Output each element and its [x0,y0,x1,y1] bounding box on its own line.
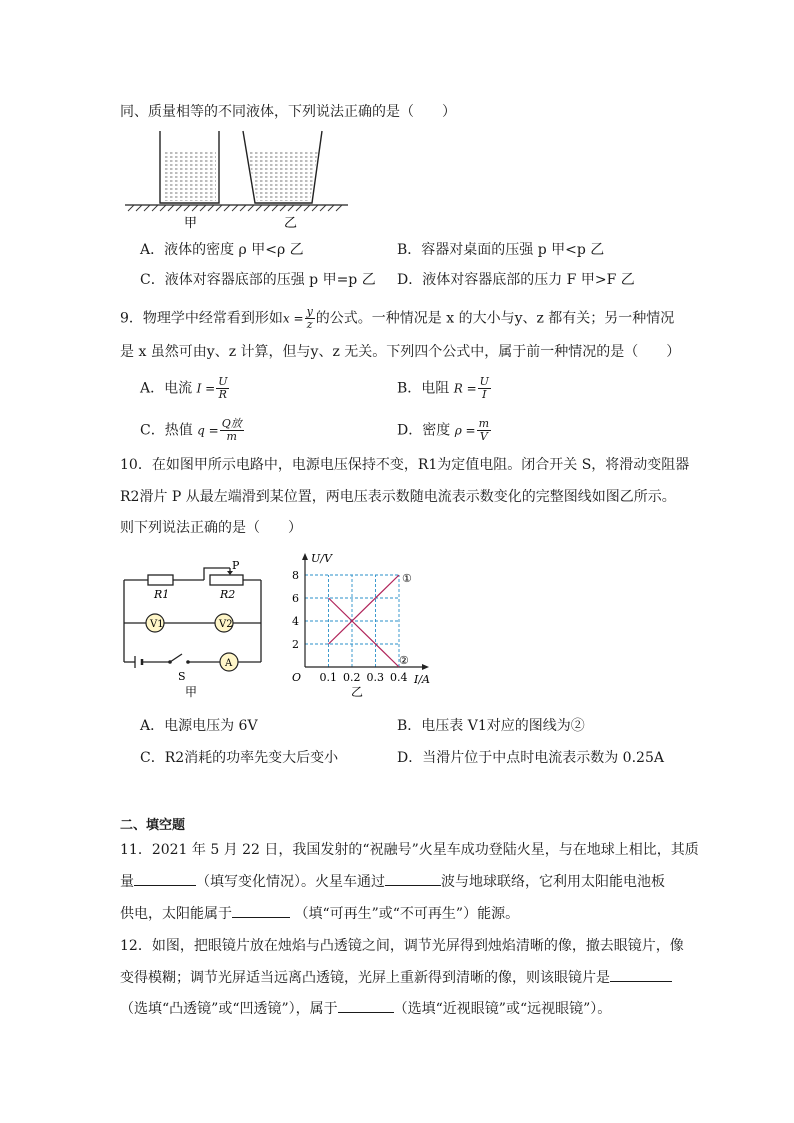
q9-opt-b-den: I [482,388,487,401]
graph-origin: O [292,671,302,684]
q9-option-b [397,376,492,401]
line-1-label: ① [402,572,412,585]
q9-opt-a-fraction [216,376,229,401]
q11-line2-c: 波与地球联络，它利用太阳能电池板 [441,874,665,890]
s-label: S [178,670,186,683]
section-2-title: 二、填空题 [120,818,186,833]
table-hatching [128,205,342,211]
q9-opt-a-lhs: I = [196,381,216,396]
v2-label: V2 [219,619,233,630]
q11-blank-2[interactable] [385,873,441,886]
q8-containers-figure [120,128,355,233]
q11-line2-a: 量 [120,874,134,890]
q9-formula-lhs: x = [282,311,304,326]
q11-line-2 [120,873,665,891]
q11-line-3 [120,905,519,923]
q9-opt-c-label: C．热值 [140,422,193,439]
q12-line-1: 12．如图，把眼镜片放在烛焰与凸透镜之间，调节光屏得到烛焰清晰的像，撤去眼镜片，像 [120,938,684,954]
q11-line3-b: （填“可再生”或“不可再生”）能源。 [294,906,520,922]
graph-axes [302,553,429,670]
line-2 [329,598,400,667]
q8-option-b: B．容器对桌面的压强 p 甲<p 乙 [397,242,605,258]
circuit-caption: 甲 [185,685,198,699]
switch-contact [186,660,190,664]
q10-line-2: R2滑片 P 从最左端滑到某位置，两电压表示数随电流表示数变化的完整图线如图乙所示。 [120,489,676,505]
x-tick-label: 0.4 [390,671,408,684]
q10-option-b: B．电压表 V1对应的图线为② [397,718,585,734]
r2-label: R2 [220,588,236,601]
q11-blank-3[interactable] [232,905,290,918]
q9-opt-d-lhs: ρ = [454,423,476,438]
q9-opt-a-den: R [218,388,227,401]
q9-opt-b-num: U [479,375,489,388]
x-tick-label: 0.3 [366,671,384,684]
fig-label-right: 乙 [284,216,298,231]
q9-formula-fraction [305,306,315,331]
q9-opt-c-lhs: q = [197,423,219,438]
q10-option-c: C．R2消耗的功率先变大后变小 [140,750,339,766]
q10-option-d: D．当滑片位于中点时电流表示数为 0.25A [397,750,664,766]
q9-opt-d-label: D．密度 [397,422,451,439]
q9-opt-c-fraction [220,418,244,443]
q9-formula-num: y [306,305,313,318]
y-tick-label: 6 [292,592,299,605]
q12-line-3 [120,1000,611,1018]
graph-caption: 乙 [351,685,364,699]
q9-option-c [140,418,245,443]
x-tick-label: 0.2 [343,671,361,684]
q11-line3-a: 供电，太阳能属于 [120,906,232,922]
q9-opt-a-num: U [218,375,228,388]
rheostat-r2 [210,575,243,585]
q9-opt-b-label: B．电阻 [397,380,450,397]
q12-line2-text: 变得模糊；调节光屏适当远离凸透镜，光屏上重新得到清晰的像，则该眼镜片是 [120,970,610,986]
x-tick-label: 0.1 [319,671,337,684]
q9-line1-b: 的公式。一种情况是 x 的大小与y、z 都有关；另一种情况 [315,310,675,327]
q10-circuit-diagram [118,560,268,700]
q9-opt-c-den: m [226,430,237,443]
switch-pivot [168,660,172,664]
q11-blank-1[interactable] [134,873,196,886]
q8-stem-tail: 同、质量相等的不同液体，下列说法正确的是（ ） [120,104,456,120]
q10-ui-graph [285,548,435,700]
q9-line-2: 是 x 虽然可由y、z 计算，但与y、z 无关。下列四个公式中，属于前一种情况的是（ ） [120,344,681,360]
q10-option-a: A．电源电压为 6V [140,718,258,734]
fig-label-left: 甲 [184,216,198,231]
y-axis-arrow [302,553,308,560]
resistor-r1 [148,575,173,585]
line-1 [329,575,400,644]
q8-option-c: C．液体对容器底部的压强 p 甲=p 乙 [140,272,376,288]
q12-line3-b: （选填“近视眼镜”或“远视眼镜”）。 [393,1001,612,1017]
y-tick-label: 8 [292,569,299,582]
r1-label: R1 [154,588,170,601]
q10-line-3: 则下列说法正确的是（ ） [120,520,302,536]
v1-label: V1 [150,619,164,630]
q12-blank-2[interactable] [338,1000,394,1013]
x-axis-arrow [422,664,429,670]
q9-option-d [397,418,492,443]
q9-opt-a-label: A．电流 [140,380,193,397]
p-label: P [232,560,240,572]
q10-line-1: 10．在如图甲所示电路中，电源电压保持不变，R1为定值电阻。闭合开关 S，将滑动变阻器 [120,457,690,473]
y-tick-label: 2 [292,638,299,651]
q9-formula-den: z [306,318,313,331]
q9-opt-b-lhs: R = [453,381,477,396]
q9-opt-b-fraction [478,376,491,401]
q12-line3-a: （选填“凸透镜”或“凹透镜”），属于 [120,1001,338,1017]
a-label: A [225,658,233,669]
q9-line-1 [120,306,674,331]
graph-xlabel: I/A [414,673,430,686]
y-tick-label: 4 [292,615,299,628]
graph-lines [329,575,400,667]
q8-option-a: A．液体的密度 ρ 甲<ρ 乙 [140,242,304,258]
q11-line-1: 11．2021 年 5 月 22 日，我国发射的“祝融号”火星车成功登陆火星，与在地球上相比，其质 [120,842,699,858]
q12-blank-1[interactable] [610,969,672,982]
q12-line-2 [120,969,672,987]
q9-opt-d-num: m [478,417,490,430]
liquid-right [247,150,318,201]
graph-ylabel: U/V [311,552,332,565]
line-2-label: ② [399,654,409,667]
q9-opt-d-fraction [477,418,491,443]
q11-line2-b: （填写变化情况）。火星车通过 [196,874,385,890]
q9-opt-c-num: Q放 [221,417,242,430]
q9-option-a [140,376,230,401]
q9-opt-d-den: V [479,430,488,443]
q8-option-d: D．液体对容器底部的压力 F 甲>F 乙 [397,272,635,288]
q9-line1-a: 9．物理学中经常看到形如 [120,310,283,327]
liquid-left [163,151,216,201]
